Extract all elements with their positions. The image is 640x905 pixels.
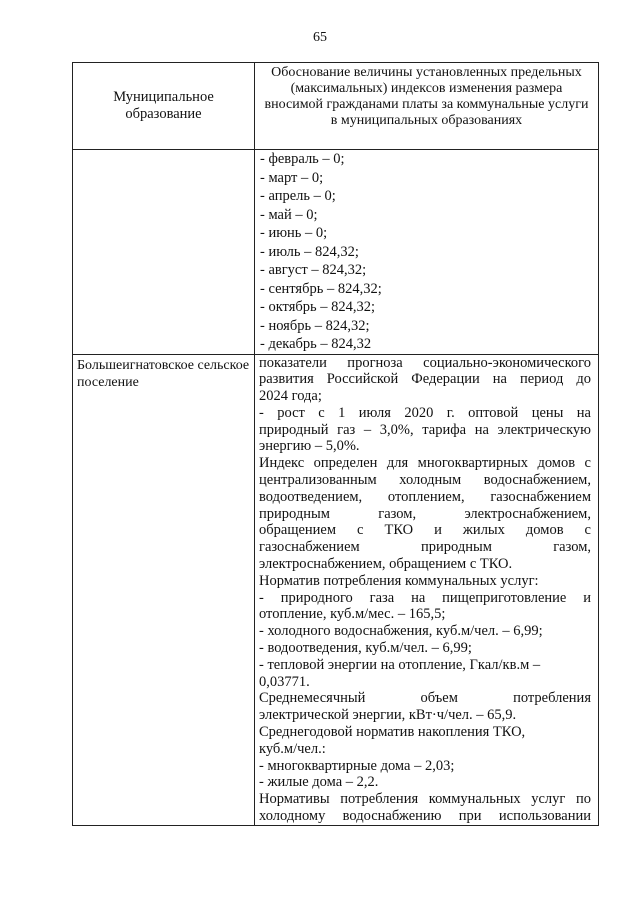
list-item: - декабрь – 824,32 [260, 336, 372, 352]
text-line: газоснабжением природным газом, [259, 539, 591, 556]
text-line: - жилые дома – 2,2. [259, 774, 379, 791]
list-item: - сентябрь – 824,32; [260, 280, 382, 297]
text-line: 0,03771. [259, 673, 310, 690]
text-line: - водоотведения, куб.м/чел. – 6,99; [259, 640, 472, 657]
text-line: - тепловой энергии на отопление, Гкал/кв.м – [259, 656, 541, 673]
text-line: холодному водоснабжению при использовании [259, 808, 591, 825]
text-line: куб.м/чел.: [259, 740, 326, 757]
table-row-bolsheignatovskoe [73, 354, 599, 825]
text-line: Норматив потребления коммунальных услуг: [259, 572, 539, 589]
text-line: Среднегодовой норматив накопления ТКО, [259, 724, 526, 741]
list-item: - апрель – 0; [260, 188, 336, 204]
monthly-values-cell [255, 150, 599, 355]
index-justification-table [72, 62, 599, 826]
list-item: - июль – 824,32; [260, 243, 359, 260]
table-row-continuation [73, 150, 599, 355]
justification-text [255, 354, 599, 825]
municipality-name: Большеигнатовское сельское поселение [73, 354, 255, 825]
list-item: - август – 824,32; [260, 262, 367, 278]
text-line: 2024 года; [259, 388, 322, 405]
text-line: электроснабжением, обращением с ТКО. [259, 556, 513, 573]
empty-municipality-cell [73, 150, 255, 355]
text-line: - многоквартирные дома – 2,03; [259, 757, 455, 774]
text-line: - рост с 1 июля 2020 г. оптовой цены на [259, 404, 591, 421]
text-line: централизованным холодным водоснабжением, [259, 472, 591, 489]
text-line: отопление, куб.м/мес. – 165,5; [259, 606, 446, 623]
list-item: - март – 0; [260, 169, 324, 186]
text-line: природный газ – 3,0%, тарифа на электрическую [259, 421, 591, 438]
text-line: обращением с ТКО и жилых домов с [259, 522, 591, 539]
text-line: электрической энергии, кВт·ч/чел. – 65,9. [259, 707, 517, 724]
table-header-row [73, 63, 599, 150]
list-item: - февраль – 0; [260, 151, 345, 167]
text-line: водоотведением, отоплением, газоснабжением [259, 488, 591, 505]
header-municipality: Муниципальное образование [73, 63, 255, 150]
text-line: Нормативы потребления коммунальных услуг по [259, 791, 591, 808]
text-line: - природного газа на пищеприготовление и [259, 589, 591, 606]
page-number: 65 [313, 30, 327, 45]
text-line: Индекс определен для многоквартирных домов с [259, 455, 591, 472]
text-line: энергию – 5,0%. [259, 438, 360, 455]
list-item: - октябрь – 824,32; [260, 299, 376, 315]
text-line: Среднемесячный объем потребления [259, 690, 591, 707]
list-item: - ноябрь – 824,32; [260, 317, 370, 334]
text-line: - холодного водоснабжения, куб.м/чел. – 6,99; [259, 623, 543, 640]
text-line: показатели прогноза социально-экономического [259, 354, 591, 371]
list-item: - май – 0; [260, 206, 318, 223]
header-justification: Обоснование величины установленных предельных (максимальных) индексов изменения размера вносимой гражданами платы за коммунальные услуги в муниципальных образованиях [255, 63, 599, 150]
text-line: природным газом, электроснабжением, [259, 505, 591, 522]
list-item: - июнь – 0; [260, 225, 328, 241]
text-line: развития Российской Федерации на период до [259, 371, 591, 388]
